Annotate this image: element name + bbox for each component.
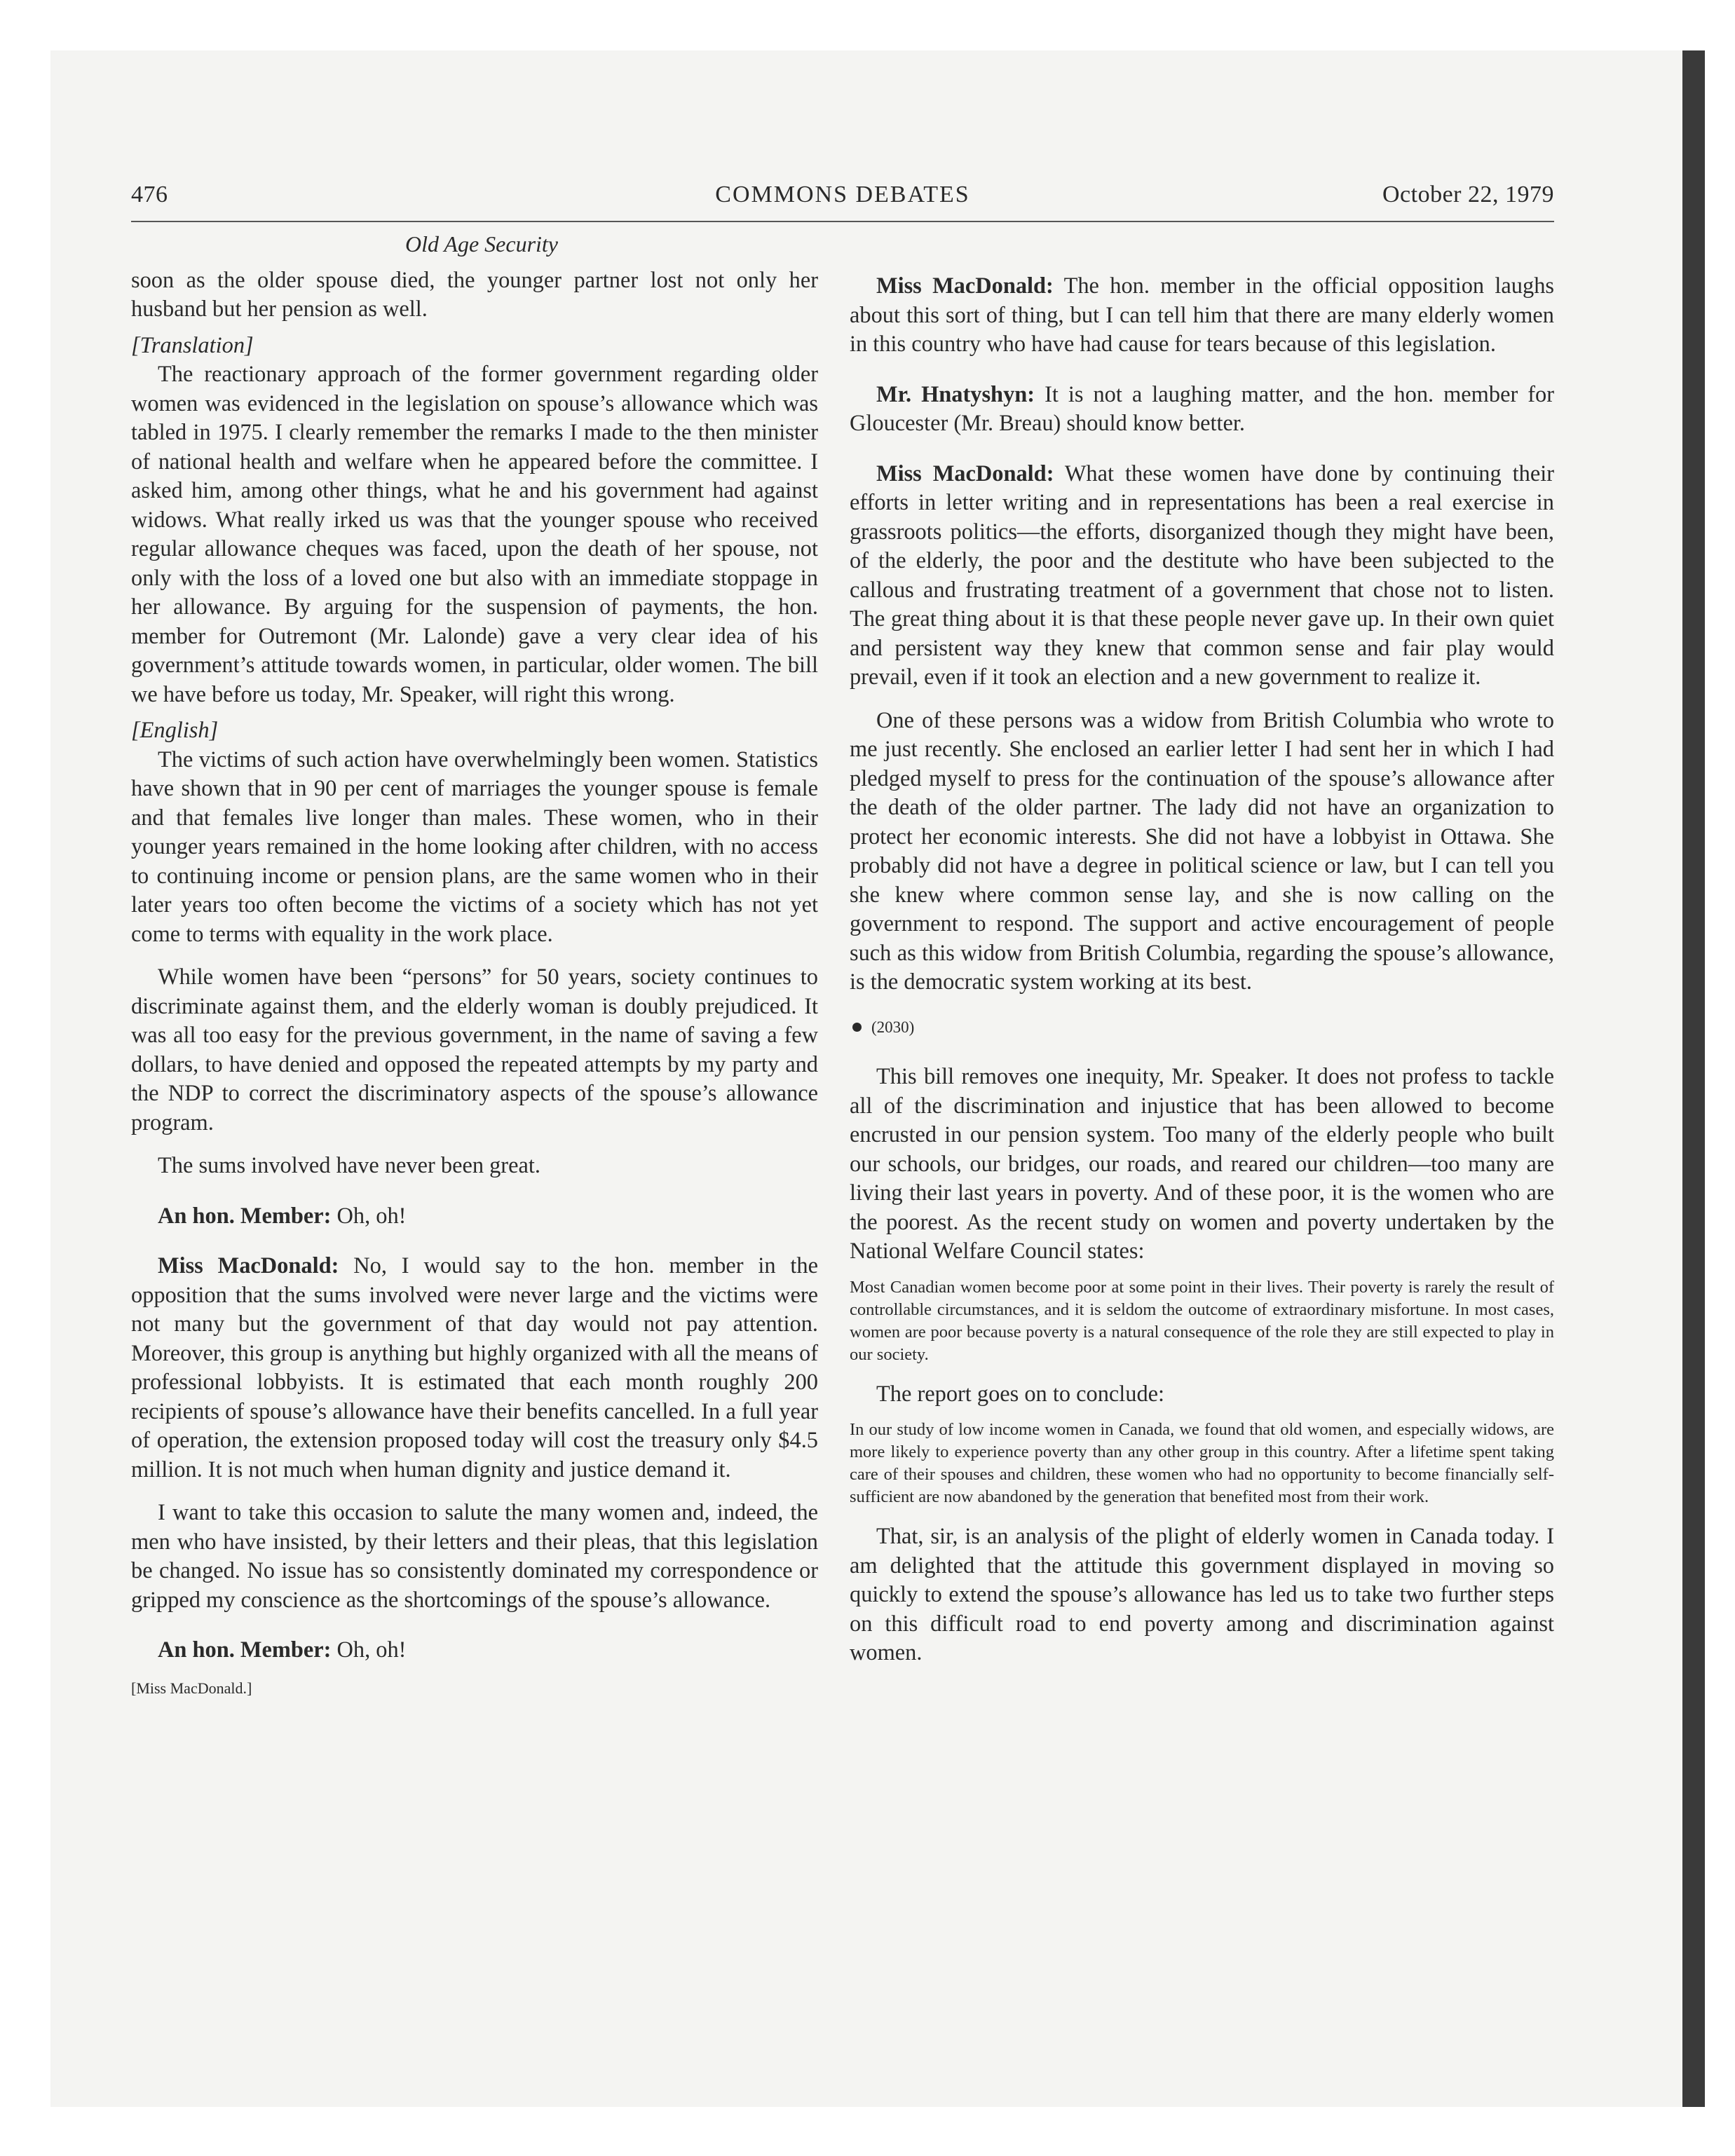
publication-date: October 22, 1979 xyxy=(1382,182,1554,207)
speech-entry xyxy=(131,1252,818,1485)
paragraph: The victims of such action have overwhelmingly been women. Statistics have shown that in 90 per cent of marriages the younger spouse is female and that females live longer than males. These women, who in their younger years remained in the home looking after children, with no access to continuing income or pension plans, are the same women who in their later years too often become the victims of a society which has not yet come to terms with equality in the work place. xyxy=(131,746,818,947)
language-marker: [Translation] xyxy=(131,332,254,358)
speech-entry xyxy=(131,1636,818,1665)
paragraph: The report goes on to conclude: xyxy=(876,1381,1165,1407)
paragraph: That, sir, is an analysis of the plight of elderly women in Canada today. I am delighted that the attitude this government displayed in moving so quickly to extend the spouse’s allowance has led us to take two further steps on this difficult road to end poverty among and discrimination against women. xyxy=(850,1524,1554,1665)
page-number: 476 xyxy=(131,182,168,207)
speaker-name: Miss MacDonald: xyxy=(158,1253,339,1278)
publication-title: COMMONS DEBATES xyxy=(715,182,970,207)
speech-text: What these women have done by continuing their efforts in letter writing and in representations has been a real exercise in grassroots politics—the efforts, disorganized though they might have been, of the elderly, the poor and the destitute who have been subjected to the callous and frustrating treatment of a government that chose not to listen. The great thing about it is that these people never gave up. In their own quiet and persistent way they knew that common sense and fair play would prevail, even if it took an election and a new government to realize it. xyxy=(850,460,1554,690)
time-stamp-text: (2030) xyxy=(871,1018,915,1036)
scan-edge-shadow xyxy=(1682,50,1705,2107)
speech-entry xyxy=(850,381,1554,439)
speech-entry xyxy=(850,272,1554,360)
paragraph: While women have been “persons” for 50 years, society continues to discriminate against them, and the elderly woman is doubly prejudiced. It was all too easy for the previous government, in the name of saving a few dollars, to have denied and opposed the repeated attempts by my party and the NDP to correct the discriminatory aspects of the spouse’s allowance program. xyxy=(131,964,818,1135)
speech-text: No, I would say to the hon. member in the opposition that the sums involved were never large and the victims were not many but the government of that day would not pay attention. Moreover, this group is anything but highly organized with all the means of professional lobbyists. It is estimated that each month roughly 200 recipients of spouse’s allowance have their benefits cancelled. In a full year of operation, the extension proposed today will cost the treasury only $4.5 million. It is not much when human dignity and justice demand it. xyxy=(131,1253,818,1482)
speech-entry xyxy=(131,1202,818,1231)
block-quote: Most Canadian women become poor at some point in their lives. Their poverty is rarely the result of controllable circumstances, and it is seldom the outcome of extraordinary misfortune. In most cases, women are poor because poverty is a natural consequence of the role they are still expected to play in our society. xyxy=(850,1277,1554,1364)
left-column xyxy=(131,230,818,1703)
page-header xyxy=(131,179,1554,222)
speech-text: Oh, oh! xyxy=(331,1637,407,1663)
speaker-name: Mr. Hnatyshyn: xyxy=(876,381,1035,407)
speaker-footnote: [Miss MacDonald.] xyxy=(131,1679,252,1697)
language-marker: [English] xyxy=(131,718,219,743)
bullet-icon xyxy=(852,1023,862,1032)
speech-text: It is not a laughing matter, and the hon. member for Gloucester (Mr. Breau) should know better. xyxy=(850,381,1555,436)
paragraph: One of these persons was a widow from British Columbia who wrote to me just recently. She enclosed an earlier letter I had sent her in which I had pledged myself to press for the continuation of the spouse’s allowance after the death of the older partner. The lady did not have an organization to protect her economic interests. She did not have a lobbyist in Ottawa. She probably did not have a degree in political science or law, but I can tell you she knew where common sense lay, and she is now calling on the government to respond. The support and active encouragement of people such as this widow from British Columbia, regarding the spouse’s allowance, is the democratic system working at its best. xyxy=(850,707,1554,995)
paragraph: This bill removes one inequity, Mr. Speaker. It does not profess to tackle all of the discrimination and injustice that has been allowed to become encrusted in our pension system. Too many of the elderly people who built our schools, our bridges, our roads, and reared our children—too many are living their last years in poverty. And of these poor, it is the women who are the poorest. As the recent study on women and poverty undertaken by the National Welfare Council states: xyxy=(850,1064,1554,1264)
speaker-name: Miss MacDonald: xyxy=(876,460,1054,486)
paragraph: I want to take this occasion to salute the many women and, indeed, the men who have insisted, by their letters and their pleas, that this legislation be changed. No issue has so consistently dominated my correspondence or gripped my conscience as the shortcomings of the spouse’s allowance. xyxy=(131,1500,818,1613)
speaker-name: An hon. Member: xyxy=(158,1203,332,1229)
time-stamp xyxy=(850,1013,1554,1042)
speech-entry xyxy=(850,460,1554,692)
right-column xyxy=(850,272,1554,1668)
paragraph: The reactionary approach of the former government regarding older women was evidenced in the legislation on spouse’s allowance which was tabled in 1975. I clearly remember the remarks I made to the then minister of national health and welfare when he appeared before the committee. I asked him, among other things, what he and his government had against widows. What really irked us was that the younger spouse who received regular allowance cheques was faced, upon the death of her spouse, not only with the loss of a loved one but also with an immediate stoppage in her allowance. By arguing for the suspension of payments, the hon. member for Outremont (Mr. Lalonde) gave a very clear idea of his government’s attitude towards women, in particular, older women. The bill we have before us today, Mr. Speaker, will right this wrong. xyxy=(131,362,818,707)
block-quote: In our study of low income women in Canada, we found that old women, and especially widows, are more likely to experience poverty than any other group in this country. After a lifetime spent taking care of their spouses and children, these women who had no opportunity to become financially self-sufficient are now abandoned by the generation that benefited most from their work. xyxy=(850,1420,1554,1506)
speech-text: The hon. member in the official opposition laughs about this sort of thing, but I can tell him that there are many elderly women in this country who have had cause for tears because of this legislation. xyxy=(850,273,1554,357)
section-title: Old Age Security xyxy=(404,231,558,257)
paragraph: The sums involved have never been great. xyxy=(158,1153,540,1178)
speaker-name: An hon. Member: xyxy=(158,1637,332,1663)
speech-text: Oh, oh! xyxy=(331,1203,407,1229)
speaker-name: Miss MacDonald: xyxy=(876,273,1054,299)
paragraph: soon as the older spouse died, the younger partner lost not only her husband but her pension as well. xyxy=(131,267,818,322)
